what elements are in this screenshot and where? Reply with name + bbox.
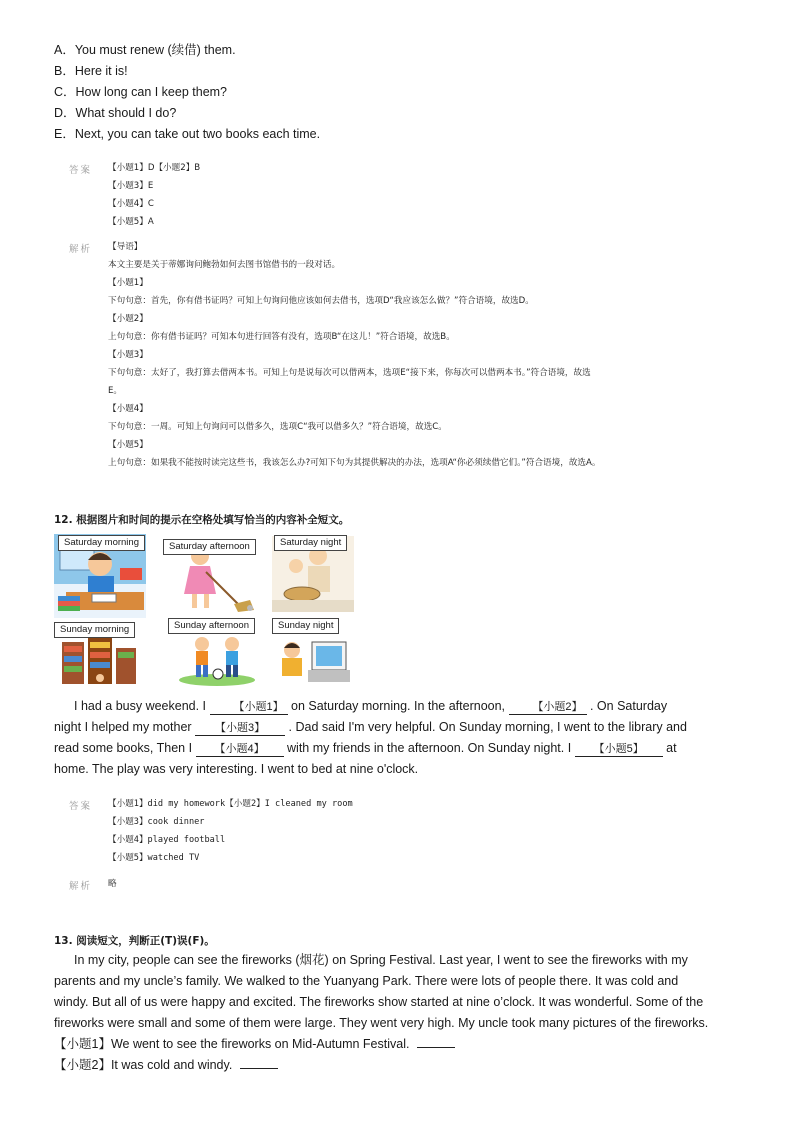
analysis-label: 解析 <box>69 881 93 892</box>
passage-line: parents and my uncle’s family. We walked to the Yuanyang Park. There were lots of people there. It was cold and <box>54 974 679 988</box>
analysis-line: 上句句意：你有借书证吗？可知本句进行回答有没有，选项B“在这儿！”符合语境，故选B。 <box>108 332 455 342</box>
answer-line: 【小题3】E <box>108 181 154 191</box>
analysis-line: 下句句意：一周。可知上句询问可以借多久，选项C“我可以借多久？”符合语境，故选C。 <box>108 422 447 432</box>
answer-line: 【小题5】A <box>108 217 154 227</box>
question-13-title: 13. 阅读短文，判断正(T)误(F)。 <box>54 935 215 947</box>
answer-line: 【小题5】watched TV <box>108 853 200 863</box>
passage-text: . Dad said I'm very helpful. On Sunday morning, I went to the library and <box>288 720 687 734</box>
analysis-line: 【小题1】 <box>108 278 148 288</box>
library-picture <box>62 638 138 686</box>
time-label-sunday-morning: Sunday morning <box>54 622 135 638</box>
option-c: C．How long can I keep them? <box>54 85 228 99</box>
passage-text: with my friends in the afternoon. On Sunday night. I <box>287 741 575 755</box>
time-label-saturday-morning: Saturday morning <box>58 535 145 551</box>
passage-text: on Saturday morning. In the afternoon, <box>291 699 509 713</box>
answer-line: 【小题1】D【小题2】B <box>108 163 201 173</box>
passage-text: at <box>666 741 677 755</box>
blank-5[interactable]: 【小题5】 <box>575 742 663 757</box>
passage-text: I had a busy weekend. I <box>74 699 210 713</box>
question-12-passage <box>54 696 738 780</box>
answer-line: 【小题1】did my homework【小题2】I cleaned my room <box>108 799 353 809</box>
passage-line: In my city, people can see the fireworks (烟花) on Spring Festival. Last year, I went to see the fireworks with my <box>74 953 688 967</box>
blank-4[interactable]: 【小题4】 <box>196 742 284 757</box>
time-label-saturday-night: Saturday night <box>274 535 347 551</box>
analysis-line: 【导语】 <box>108 242 143 252</box>
analysis-line: 略 <box>108 879 117 889</box>
analysis-line: 下句句意：首先，你有借书证吗？可知上句询问他应该如何去借书，选项D“我应该怎么做？”符合语境，故选D。 <box>108 296 534 306</box>
option-e: E．Next, you can take out two books each time. <box>54 127 321 141</box>
analysis-line: 【小题3】 <box>108 350 148 360</box>
passage-text: home. The play was very interesting. I went to bed at nine o'clock. <box>54 762 419 776</box>
analysis-line: 【小题2】 <box>108 314 148 324</box>
blank-2[interactable]: 【小题2】 <box>509 700 587 715</box>
question-13-passage <box>54 950 738 1076</box>
answer-label: 答案 <box>69 165 93 176</box>
analysis-line: 【小题5】 <box>108 440 148 450</box>
answer-line: 【小题4】played football <box>108 835 226 845</box>
analysis-line: 【小题4】 <box>108 404 148 414</box>
answer-blank-1[interactable] <box>417 1047 455 1048</box>
option-d: D．What should I do? <box>54 106 177 120</box>
analysis-line: 下句句意：太好了，我打算去借两本书。可知上句是说每次可以借两本，选项E“接下来，你每次可以借两本书。”符合语境，故选 <box>108 368 591 378</box>
analysis-label: 解析 <box>69 244 93 255</box>
question-13-item-2: 【小题2】It was cold and windy. <box>54 1058 233 1072</box>
option-a: A．You must renew (续借) them. <box>54 43 236 57</box>
analysis-line: E。 <box>108 386 123 396</box>
time-label-saturday-afternoon: Saturday afternoon <box>163 539 256 555</box>
option-b: B．Here it is! <box>54 64 128 78</box>
passage-text: . On Saturday <box>589 699 668 713</box>
answer-line: 【小题3】cook dinner <box>108 817 205 827</box>
question-12-title: 12. 根据图片和时间的提示在空格处填写恰当的内容补全短文。 <box>54 514 350 526</box>
time-label-sunday-night: Sunday night <box>272 618 339 634</box>
passage-text: read some books, Then I <box>54 741 196 755</box>
passage-text: night I helped my mother <box>54 720 196 734</box>
analysis-line: 上句句意：如果我不能按时读完这些书，我该怎么办?可知下句为其提供解决的办法，选项A“你必须续借它们。”符合语境，故选A。 <box>108 458 601 468</box>
time-label-sunday-afternoon: Sunday afternoon <box>168 618 255 634</box>
playing-football-picture <box>178 634 256 686</box>
blank-3[interactable]: 【小题3】 <box>195 721 285 736</box>
answer-label: 答案 <box>69 801 93 812</box>
passage-line: windy. But all of us were happy and excited. The fireworks show started at nine o’clock. It was wonderful. Some of the <box>54 995 704 1009</box>
answer-blank-2[interactable] <box>240 1068 278 1069</box>
question-13-item-1: 【小题1】We went to see the fireworks on Mid-Autumn Festival. <box>54 1037 410 1051</box>
watching-tv-picture <box>276 636 356 686</box>
blank-1[interactable]: 【小题1】 <box>210 700 288 715</box>
passage-line: fireworks were small and some of them were large. They went very high. My uncle took many pictures of the fireworks. <box>54 1016 709 1030</box>
analysis-line: 本文主要是关于蒂娜询问鲍勃如何去图书馆借书的一段对话。 <box>108 260 341 270</box>
answer-line: 【小题4】C <box>108 199 154 209</box>
